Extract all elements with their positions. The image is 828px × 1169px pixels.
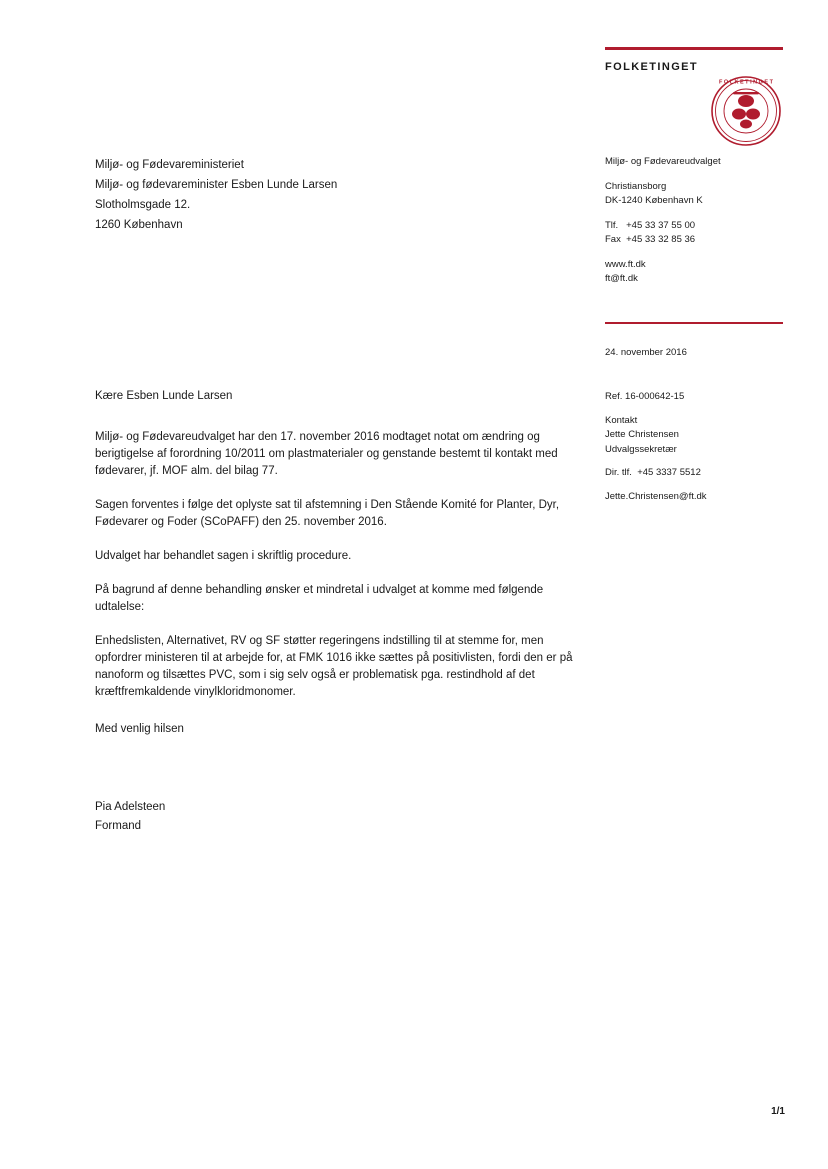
sender-address-line2: DK-1240 København K <box>605 195 703 206</box>
letter-paragraph-4: På bagrund af denne behandling ønsker et mindretal i udvalget at komme med følgende udtalelse: <box>95 584 544 613</box>
letter-body <box>95 388 577 718</box>
recipient-line-2: Miljø- og fødevareminister Esben Lunde Larsen <box>95 179 338 191</box>
contact-title: Udvalgssekretær <box>605 443 677 455</box>
svg-text:F O L K E T I N G E T: F O L K E T I N G E T <box>719 79 773 86</box>
organisation-title: FOLKETINGET <box>605 61 699 73</box>
letter-paragraph-3: Udvalget har behandlet sagen i skriftlig procedure. <box>95 550 352 562</box>
letter-closing: Med venlig hilsen <box>95 723 184 735</box>
direct-phone-row <box>605 466 790 481</box>
contact-label: Kontakt <box>605 414 638 426</box>
contact-name: Jette Christensen <box>605 429 679 440</box>
letter-paragraph-1: Miljø- og Fødevareudvalget har den 17. november 2016 modtaget notat om ændring og berigtigelse af forordning 10/2011 om plastmaterialer og genstande bestemt til kontakt med fødevarer, jf. MOF alm. del bilag 77. <box>95 431 558 477</box>
sender-address-line1: Christiansborg <box>605 180 667 192</box>
page-number: 1/1 <box>771 1106 785 1117</box>
sender-website[interactable]: www.ft.dk <box>605 258 646 270</box>
sender-fax-value: +45 33 32 85 36 <box>626 234 696 245</box>
signer-title: Formand <box>95 820 142 832</box>
sender-fax-label: Fax <box>605 234 621 245</box>
folketinget-crest-icon <box>709 74 783 148</box>
sender-block <box>605 155 790 287</box>
letterhead-rule <box>605 47 783 50</box>
signature-block <box>95 798 165 836</box>
meta-block <box>605 390 790 504</box>
contact-email[interactable]: Jette.Christensen@ft.dk <box>605 490 707 502</box>
reference-number: Ref. 16-000642-15 <box>605 391 685 402</box>
sender-fax-row <box>605 233 790 248</box>
direct-phone-value: +45 3337 5512 <box>637 467 701 478</box>
recipient-line-3: Slotholmsgade 12. <box>95 199 191 211</box>
letter-paragraph-5: Enhedslisten, Alternativet, RV og SF støtter regeringens indstilling til at stemme for, men opfordrer ministeren til at arbejde for, at FMK 1016 ikke sættes på positivlisten, fordi den er på nanoform og tilsættes PVC, som i sig selv også er problematisk pga. restindhold af det kræftfremkaldende vinylkloridmonomer. <box>95 635 573 698</box>
recipient-line-4: 1260 København <box>95 219 183 231</box>
sender-email[interactable]: ft@ft.dk <box>605 273 638 284</box>
sender-phone-label: Tlf. <box>605 219 619 231</box>
sender-committee: Miljø- og Fødevareudvalget <box>605 156 721 167</box>
letter-date: 24. november 2016 <box>605 347 687 358</box>
recipient-line-1: Miljø- og Fødevareministeriet <box>95 159 244 171</box>
sender-phone-value: +45 33 37 55 00 <box>626 219 696 231</box>
letter-greeting: Kære Esben Lunde Larsen <box>95 390 233 402</box>
signer-name: Pia Adelsteen <box>95 801 166 813</box>
letter-paragraph-2: Sagen forventes i følge det oplyste sat til afstemning i Den Stående Komité for Planter, Dyr, Fødevarer og Foder (SCoPAFF) den 25. november 2016. <box>95 499 560 528</box>
recipient-block <box>95 155 337 235</box>
letterhead-divider <box>605 322 783 324</box>
sender-phone-row <box>605 219 790 234</box>
direct-phone-label: Dir. tlf. <box>605 467 632 478</box>
